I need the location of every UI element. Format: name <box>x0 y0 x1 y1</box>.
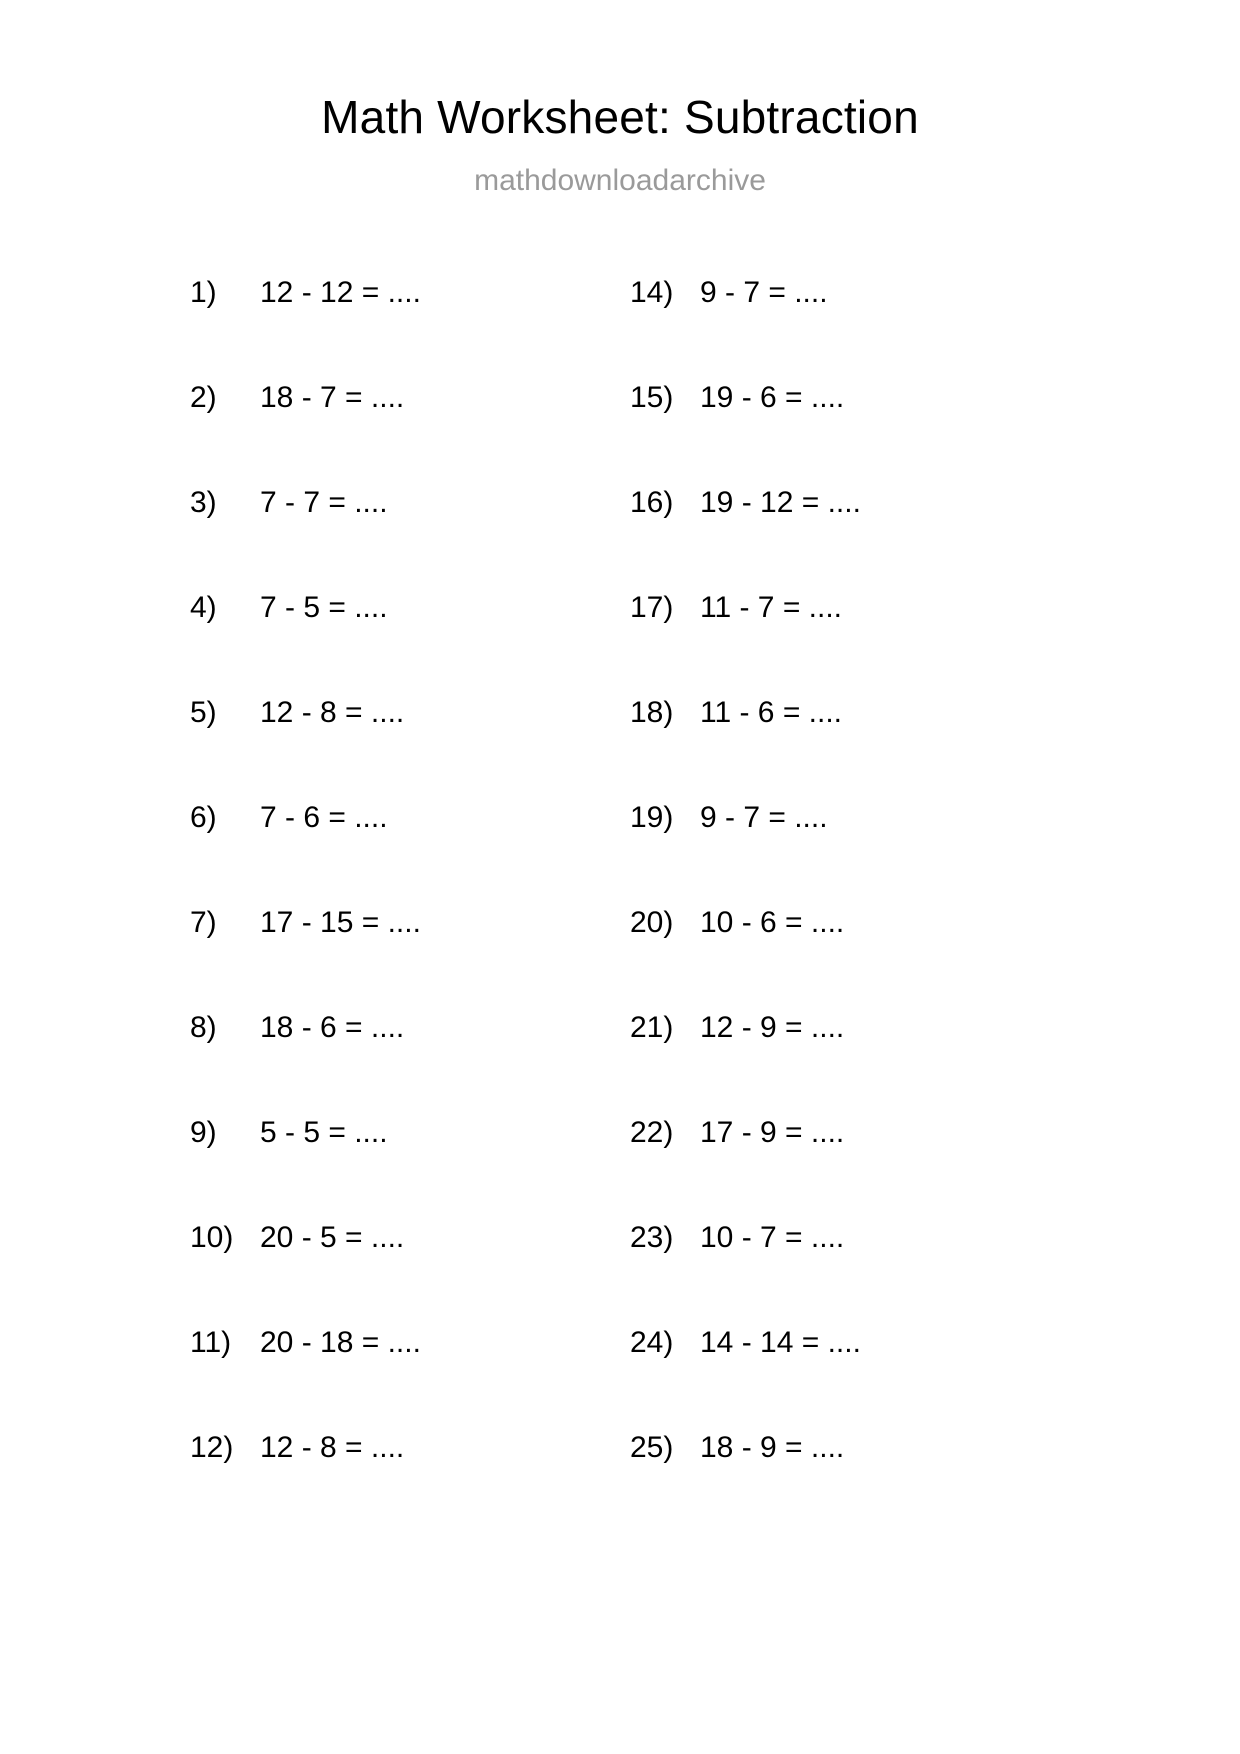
problem-item <box>190 1431 630 1536</box>
problem-item <box>630 1431 1070 1536</box>
problem-item <box>190 486 630 591</box>
problem-expression: 12 - 9 = .... <box>700 1011 845 1044</box>
problem-number: 14) <box>630 276 674 309</box>
problem-number: 8) <box>190 1011 217 1044</box>
problem-number: 18) <box>630 696 674 729</box>
problem-number: 19) <box>630 801 674 834</box>
problem-item <box>630 1326 1070 1431</box>
problem-column-right <box>630 276 1070 1536</box>
problem-number: 2) <box>190 381 217 414</box>
page-subtitle: mathdownloadarchive <box>474 164 766 197</box>
problem-item <box>190 801 630 906</box>
problem-number: 21) <box>630 1011 674 1044</box>
problem-number: 4) <box>190 591 217 624</box>
problem-expression: 20 - 18 = .... <box>260 1326 421 1359</box>
problem-item <box>630 801 1070 906</box>
problem-expression: 19 - 12 = .... <box>700 486 861 519</box>
problem-expression: 12 - 8 = .... <box>260 696 405 729</box>
problem-number: 20) <box>630 906 674 939</box>
page-title: Math Worksheet: Subtraction <box>321 91 919 143</box>
problem-expression: 10 - 6 = .... <box>700 906 845 939</box>
problem-number: 24) <box>630 1326 674 1359</box>
problem-expression: 7 - 7 = .... <box>260 486 388 519</box>
problem-item <box>190 276 630 381</box>
problem-expression: 17 - 9 = .... <box>700 1116 845 1149</box>
problem-item <box>630 1116 1070 1221</box>
problem-item <box>630 906 1070 1011</box>
problem-expression: 5 - 5 = .... <box>260 1116 388 1149</box>
problem-number: 9) <box>190 1116 217 1149</box>
problem-item <box>630 1011 1070 1116</box>
problem-item <box>190 1326 630 1431</box>
problem-number: 25) <box>630 1431 674 1464</box>
problem-number: 1) <box>190 276 217 309</box>
problem-list <box>0 276 1240 1536</box>
problem-expression: 18 - 7 = .... <box>260 381 405 414</box>
problem-number: 5) <box>190 696 217 729</box>
problem-item <box>630 1221 1070 1326</box>
problem-number: 17) <box>630 591 674 624</box>
problem-expression: 18 - 9 = .... <box>700 1431 845 1464</box>
problem-expression: 11 - 6 = .... <box>700 696 843 729</box>
problem-expression: 12 - 12 = .... <box>260 276 421 309</box>
problem-expression: 18 - 6 = .... <box>260 1011 405 1044</box>
problem-item <box>190 1011 630 1116</box>
problem-number: 7) <box>190 906 217 939</box>
problem-number: 23) <box>630 1221 674 1254</box>
problem-item <box>630 696 1070 801</box>
problem-expression: 9 - 7 = .... <box>700 276 828 309</box>
problem-expression: 20 - 5 = .... <box>260 1221 405 1254</box>
problem-item <box>630 276 1070 381</box>
problem-number: 10) <box>190 1221 234 1254</box>
problem-expression: 12 - 8 = .... <box>260 1431 405 1464</box>
problem-expression: 10 - 7 = .... <box>700 1221 845 1254</box>
problem-expression: 7 - 6 = .... <box>260 801 388 834</box>
problem-expression: 11 - 7 = .... <box>700 591 843 624</box>
problem-item <box>190 1116 630 1221</box>
problem-item <box>190 591 630 696</box>
problem-number: 16) <box>630 486 674 519</box>
problem-item <box>190 696 630 801</box>
problem-number: 15) <box>630 381 674 414</box>
problem-number: 11) <box>190 1326 232 1359</box>
problem-number: 6) <box>190 801 217 834</box>
problem-number: 3) <box>190 486 217 519</box>
problem-number: 22) <box>630 1116 674 1149</box>
problem-item <box>630 381 1070 486</box>
problem-number: 12) <box>190 1431 234 1464</box>
problem-item <box>190 381 630 486</box>
problem-expression: 7 - 5 = .... <box>260 591 388 624</box>
problem-item <box>190 906 630 1011</box>
problem-item <box>630 591 1070 696</box>
problem-expression: 19 - 6 = .... <box>700 381 845 414</box>
problem-item <box>630 486 1070 591</box>
problem-expression: 17 - 15 = .... <box>260 906 421 939</box>
problem-item <box>190 1221 630 1326</box>
problem-expression: 14 - 14 = .... <box>700 1326 861 1359</box>
problem-expression: 9 - 7 = .... <box>700 801 828 834</box>
problem-column-left <box>190 276 630 1536</box>
